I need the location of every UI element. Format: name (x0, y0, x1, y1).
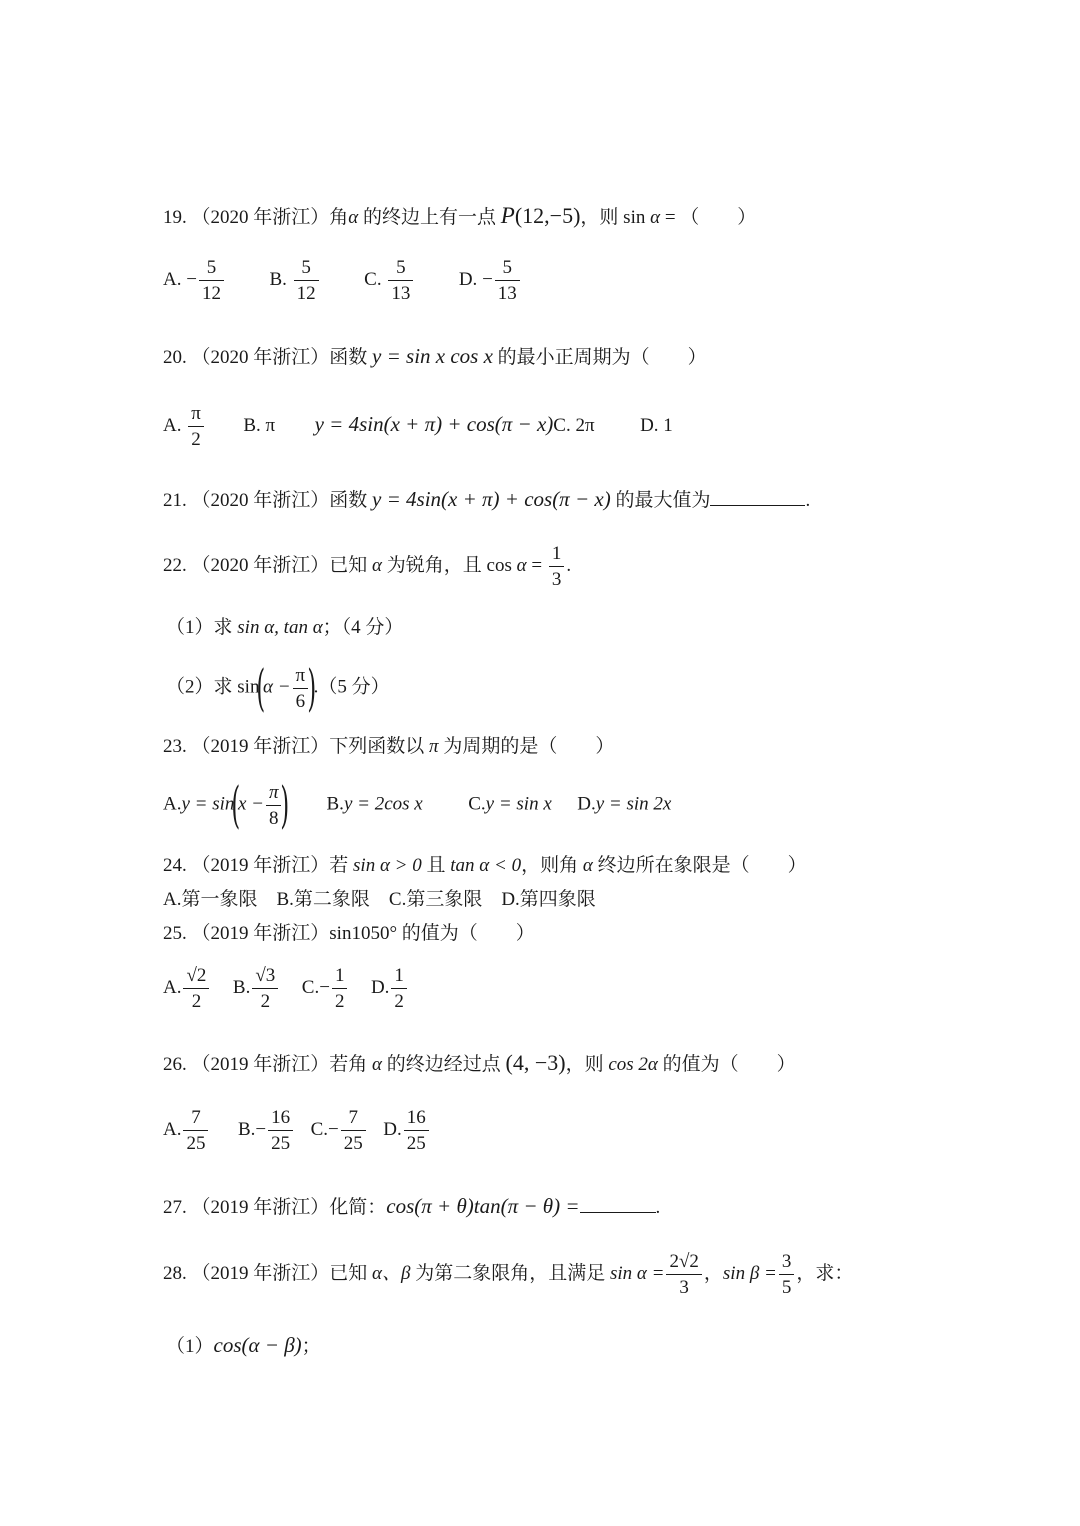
option-a-label: A. (163, 1118, 182, 1140)
numerator: 7 (341, 1108, 366, 1131)
q22-alpha-minus: α − (262, 676, 291, 698)
numerator: 5 (388, 258, 413, 281)
q21-text: 的最大值为 (610, 490, 711, 511)
numerator: 1 (549, 544, 565, 567)
q23-number: 23. (163, 736, 187, 757)
q21-number: 21. (163, 490, 187, 511)
q22-number: 22. (163, 554, 187, 576)
fraction (188, 404, 204, 449)
option-a-label: A. (163, 268, 182, 290)
q23-pi: π (429, 736, 439, 757)
q24-text: 若 (329, 855, 354, 876)
q22-alpha: α (372, 554, 383, 576)
q25-source: （2019 年浙江） (191, 923, 330, 944)
q26-text: 的值为（ ） (657, 1054, 796, 1075)
numerator: 5 (495, 258, 520, 281)
q22-alpha: α (516, 554, 527, 576)
q23-stem (163, 737, 614, 756)
q26-stem (163, 1052, 796, 1074)
q23-options (163, 776, 672, 834)
q19-alpha: α (348, 207, 359, 228)
numerator: 7 (183, 1108, 208, 1131)
q28-text: 已知 (329, 1262, 373, 1284)
numerator: 3 (779, 1252, 795, 1275)
option-b-label: B. (326, 793, 344, 815)
q22-part1-score: ；（4 分） (322, 617, 404, 638)
denominator: 12 (296, 283, 316, 304)
numerator: π (188, 404, 204, 427)
q28-part1 (166, 1335, 321, 1356)
denominator: 13 (391, 283, 411, 304)
left-paren: ( (231, 776, 241, 834)
q26-point: (4, −3) (505, 1050, 566, 1075)
q20-number: 20. (163, 347, 187, 368)
minus-sign: − (482, 268, 493, 290)
q28-text: ，求： (796, 1262, 854, 1284)
q28-part1-label: （1） (166, 1336, 214, 1357)
right-paren: ) (307, 659, 317, 717)
denominator: 25 (186, 1133, 206, 1154)
numerator: 2√2 (666, 1252, 701, 1275)
option-b-label: B.− (237, 1118, 267, 1140)
option-d-value: y = sin 2x (595, 793, 672, 815)
q24-text: ，则角 (521, 855, 583, 876)
q21-source: （2020 年浙江） (191, 490, 330, 511)
q27-number: 27. (163, 1197, 187, 1218)
q24-text: 终边所在象限是（ ） (592, 855, 807, 876)
left-paren: ( (256, 659, 266, 717)
denominator: 5 (781, 1277, 792, 1298)
fraction (183, 1108, 208, 1153)
q25-stem (163, 924, 535, 943)
q24-option-list: A.第一象限 B.第二象限 C.第三象限 D.第四象限 (163, 889, 596, 910)
denominator: 12 (201, 283, 221, 304)
option-a-x: x − (237, 793, 264, 815)
q19-sin: sin (623, 207, 646, 228)
q23-text: 为周期的是（ ） (438, 736, 615, 757)
q24-options (163, 890, 596, 909)
q22-part1-math: sin α, tan α (237, 617, 323, 638)
q26-text: 若角 (329, 1054, 373, 1075)
q22-stem (163, 544, 571, 589)
q26-alpha: α (372, 1054, 383, 1075)
q27-expression: cos(π + θ)tan(π − θ) = (386, 1194, 580, 1218)
option-d-label: D. (640, 414, 659, 436)
q20-text: 函数 (329, 347, 373, 368)
q24-source: （2019 年浙江） (191, 855, 330, 876)
q22-sin: sin (237, 676, 260, 698)
q23-source: （2019 年浙江） (191, 736, 330, 757)
q20-text: 的最小正周期为（ ） (492, 347, 707, 368)
q22-equals: = (526, 554, 547, 576)
q22-text: 已知 (329, 554, 373, 576)
denominator: 2 (260, 991, 271, 1012)
q20-function: y = sin x cos x (372, 344, 493, 368)
numerator: π (266, 783, 282, 806)
q26-source: （2019 年浙江） (191, 1054, 330, 1075)
denominator: 2 (394, 991, 404, 1012)
q21-stem (163, 487, 810, 510)
q22-part1-label: （1）求 (166, 617, 238, 638)
option-b-value: y = 2cos x (343, 793, 423, 815)
q26-options (163, 1108, 431, 1153)
q28-sin-alpha: sin α = (609, 1262, 665, 1284)
q28-text: 为第二象限角，且满足 (410, 1262, 610, 1284)
q25-text: 的值为（ ） (397, 923, 535, 944)
denominator: 3 (679, 1277, 689, 1298)
q22-part2-score: .（5 分） (313, 676, 390, 698)
option-c-label: C.− (310, 1118, 339, 1140)
denominator: 2 (191, 429, 201, 450)
fraction (266, 783, 282, 828)
q22-text: 为锐角，且 (382, 554, 487, 576)
numerator: π (293, 666, 309, 689)
q28-stem (163, 1252, 853, 1297)
q26-text: 的终边经过点 (382, 1054, 506, 1075)
q28-alpha-beta: α、β (372, 1262, 411, 1284)
numerator: √2 (183, 966, 209, 989)
q23-text: 下列函数以 (329, 736, 430, 757)
q20-stem (163, 346, 707, 367)
q28-sin-beta: sin β = (722, 1262, 777, 1284)
option-b-label: B. (232, 976, 251, 998)
q19-source: （2020 年浙江） (191, 207, 330, 228)
q25-expression: sin1050° (329, 923, 398, 944)
minus-sign: − (186, 268, 197, 290)
fraction (199, 258, 224, 303)
q28-comma: ， (703, 1262, 723, 1284)
q24-condition-2: tan α < 0 (450, 855, 522, 876)
fraction (495, 258, 520, 303)
q21-text: 函数 (329, 490, 373, 511)
fraction (388, 258, 413, 303)
denominator: 13 (497, 283, 517, 304)
option-a-label: A. (163, 793, 182, 815)
option-a-func: y = sin (181, 793, 235, 815)
q22-part2-label: （2）求 (166, 676, 238, 698)
q28-source: （2019 年浙江） (191, 1262, 330, 1284)
q28-part1-math: cos(α − β) (213, 1333, 302, 1357)
fraction (252, 966, 278, 1011)
q19-text: 角 (329, 207, 349, 228)
denominator: 25 (343, 1133, 363, 1154)
q28-number: 28. (163, 1262, 187, 1284)
option-b-label: B. (243, 414, 261, 436)
q22-cos: cos (486, 554, 512, 576)
option-c-label: C. (468, 793, 486, 815)
denominator: 6 (295, 690, 306, 712)
numerator: 1 (391, 966, 407, 989)
q19-number: 19. (163, 207, 187, 228)
q19-text: = （ ） (660, 207, 757, 228)
denominator: 2 (191, 991, 202, 1012)
denominator: 3 (551, 569, 562, 590)
q19-text: 的终边上有一点 (358, 207, 501, 228)
fraction (268, 1108, 293, 1153)
q21-function: y = 4sin(x + π) + cos(π − x) (372, 487, 611, 511)
option-d-value: 1 (663, 414, 673, 436)
q19-text: ，则 (580, 207, 624, 228)
stray-formula: y = 4sin(x + π) + cos(π − x) (314, 411, 554, 436)
q25-number: 25. (163, 923, 187, 944)
option-d-label: D. (383, 1118, 402, 1140)
q19-point-label: P (500, 203, 515, 228)
option-c-label: C. (364, 268, 382, 290)
option-c-value: 2π (575, 414, 595, 436)
q22-end: . (566, 554, 572, 576)
answer-blank (580, 1194, 656, 1213)
option-d-label: D. (577, 793, 596, 815)
q24-number: 24. (163, 855, 187, 876)
q22-source: （2020 年浙江） (191, 554, 330, 576)
option-a-label: A. (163, 414, 182, 436)
option-c-value: y = sin x (485, 793, 552, 815)
fraction (666, 1252, 701, 1297)
option-c-label: C.− (301, 976, 330, 998)
option-b-value: π (265, 414, 276, 436)
option-a-label: A. (163, 976, 182, 998)
q27-source: （2019 年浙江） (191, 1197, 330, 1218)
numerator: 5 (294, 258, 319, 281)
q26-text: ，则 (565, 1054, 609, 1075)
q26-number: 26. (163, 1054, 187, 1075)
q25-options (163, 966, 409, 1011)
q26-cos2alpha: cos 2α (608, 1054, 658, 1075)
q19-alpha: α (650, 207, 661, 228)
q27-text: 化简： (329, 1197, 387, 1218)
q22-part1 (166, 618, 403, 637)
q19-point: (12,−5) (514, 203, 581, 228)
fraction (293, 666, 309, 711)
q19-stem (163, 204, 756, 227)
fraction (341, 1108, 366, 1153)
right-paren: ) (280, 776, 290, 834)
option-b-label: B. (269, 268, 287, 290)
fraction (549, 544, 565, 589)
numerator: 16 (268, 1108, 293, 1131)
fraction (332, 966, 348, 1011)
denominator: 8 (268, 807, 279, 829)
answer-blank (710, 487, 805, 506)
denominator: 25 (406, 1133, 426, 1154)
q27-stem (163, 1194, 660, 1217)
q24-condition-1: sin α > 0 (353, 855, 422, 876)
q24-text: 且 (421, 855, 451, 876)
q24-alpha: α (582, 855, 593, 876)
q28-part1-end: ； (301, 1336, 321, 1357)
numerator: 16 (404, 1108, 429, 1131)
denominator: 25 (271, 1133, 291, 1154)
option-d-label: D. (458, 268, 478, 290)
q21-end: . (805, 490, 811, 511)
option-c-label: C. (553, 414, 571, 436)
option-d-label: D. (370, 976, 390, 998)
fraction (294, 258, 319, 303)
q22-part2 (166, 659, 390, 717)
numerator: 5 (199, 258, 224, 281)
fraction (391, 966, 407, 1011)
fraction (779, 1252, 795, 1297)
fraction (183, 966, 209, 1011)
numerator: 1 (332, 966, 348, 989)
q20-options (163, 404, 673, 449)
denominator: 2 (334, 991, 345, 1012)
q27-end: . (655, 1197, 661, 1218)
numerator: √3 (252, 966, 278, 989)
fraction (404, 1108, 429, 1153)
q20-source: （2020 年浙江） (191, 347, 330, 368)
q19-options (163, 258, 522, 303)
q24-stem (163, 856, 807, 875)
